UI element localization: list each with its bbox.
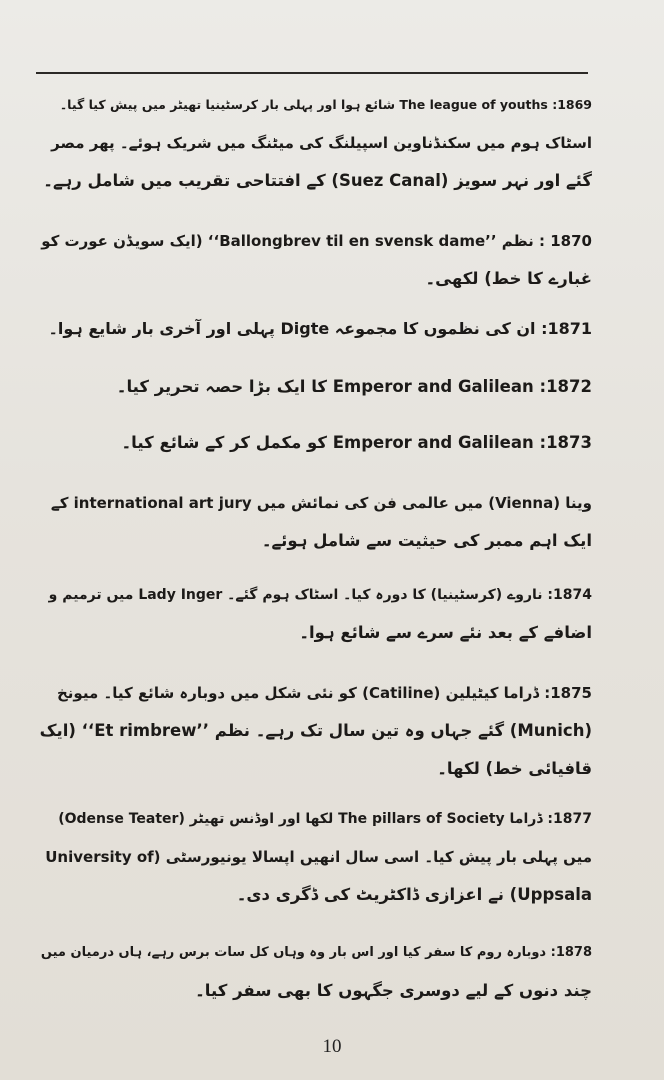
entry-line: Uppsala) نے اعزازی ڈاکٹریٹ کی ڈگری دی۔ [236,885,592,904]
entry-1869 [40,86,592,200]
entry-line: 1875: ڈراما کیٹیلین (Catiline) کو نئی شکل میں دوبارہ شائع کیا۔ میونخ [56,684,592,702]
entry-1873 [40,424,592,462]
entry-line: قافیائی خط) لکھا۔ [437,759,592,778]
entry-line: اضافے کے بعد نئے سرے سے شائع ہوا۔ [299,623,592,642]
entry-line: میں پہلی بار پیش کیا۔ اسی سال انھیں اپسالا یونیورسٹی (University of [45,848,592,866]
entry-1873-vienna [40,484,592,560]
entry-line: غبارے کا خط) لکھی۔ [425,269,592,288]
entry-1872 [40,368,592,406]
entry-line: اسٹاک ہوم میں سکنڈناوین اسپیلنگ کی میٹنگ میں شریک ہوئے۔ پھر مصر [51,134,592,152]
chronology-list [40,86,592,1026]
top-rule [36,72,588,74]
entry-line: 1871: ان کی نظموں کا مجموعہ Digte پہلی اور آخری بار شایع ہوا۔ [48,319,592,338]
entry-1871 [40,310,592,348]
entry-line: (Munich) گئے جہاں وہ تین سال تک رہے۔ نظم ’’Et rimbrew‘‘ (ایک [40,721,592,740]
entry-1878 [40,934,592,1010]
entry-1875 [40,674,592,788]
entry-line: 1872: Emperor and Galilean کا ایک بڑا حصہ تحریر کیا۔ [116,377,592,396]
entry-line: ایک اہم ممبر کی حیثیت سے شامل ہوئے۔ [261,531,592,550]
entry-1870 [40,222,592,298]
entry-line: 1877: ڈراما The pillars of Society لکھا اور اوڈنس تھیٹر (Odense Teater) [58,811,592,827]
entry-line: چند دنوں کے لیے دوسری جگہوں کا بھی سفر کیا۔ [195,981,592,1000]
entry-line: 1870 : نظم ’’Ballongbrev til en svensk dame‘‘ (ایک سویڈن عورت کو [41,232,592,250]
entry-line: 1873: Emperor and Galilean کو مکمل کر کے شائع کیا۔ [121,433,592,452]
entry-line: 1878: دوبارہ روم کا سفر کیا اور اس بار وہ وہاں کل سات برس رہے، ہاں درمیان میں [40,945,592,960]
entry-line: 1874: ناروے (کرسٹینیا) کا دورہ کیا۔ اسٹاک ہوم گئے۔ Lady Inger میں ترمیم و [48,587,592,603]
entry-1877 [40,800,592,914]
entry-1874 [40,576,592,652]
entry-line: گئے اور نہر سویز (Suez Canal) کے افتتاحی تقریب میں شامل رہے۔ [43,171,592,190]
entry-line: وینا (Vienna) میں عالمی فن کی نمائش میں international art jury کے [50,494,592,512]
entry-line: 1869: The league of youths شائع ہوا اور پہلی بار کرسٹینیا تھیٹر میں پیش کیا گیا۔ [59,97,592,112]
page-number: 10 [322,1036,342,1057]
